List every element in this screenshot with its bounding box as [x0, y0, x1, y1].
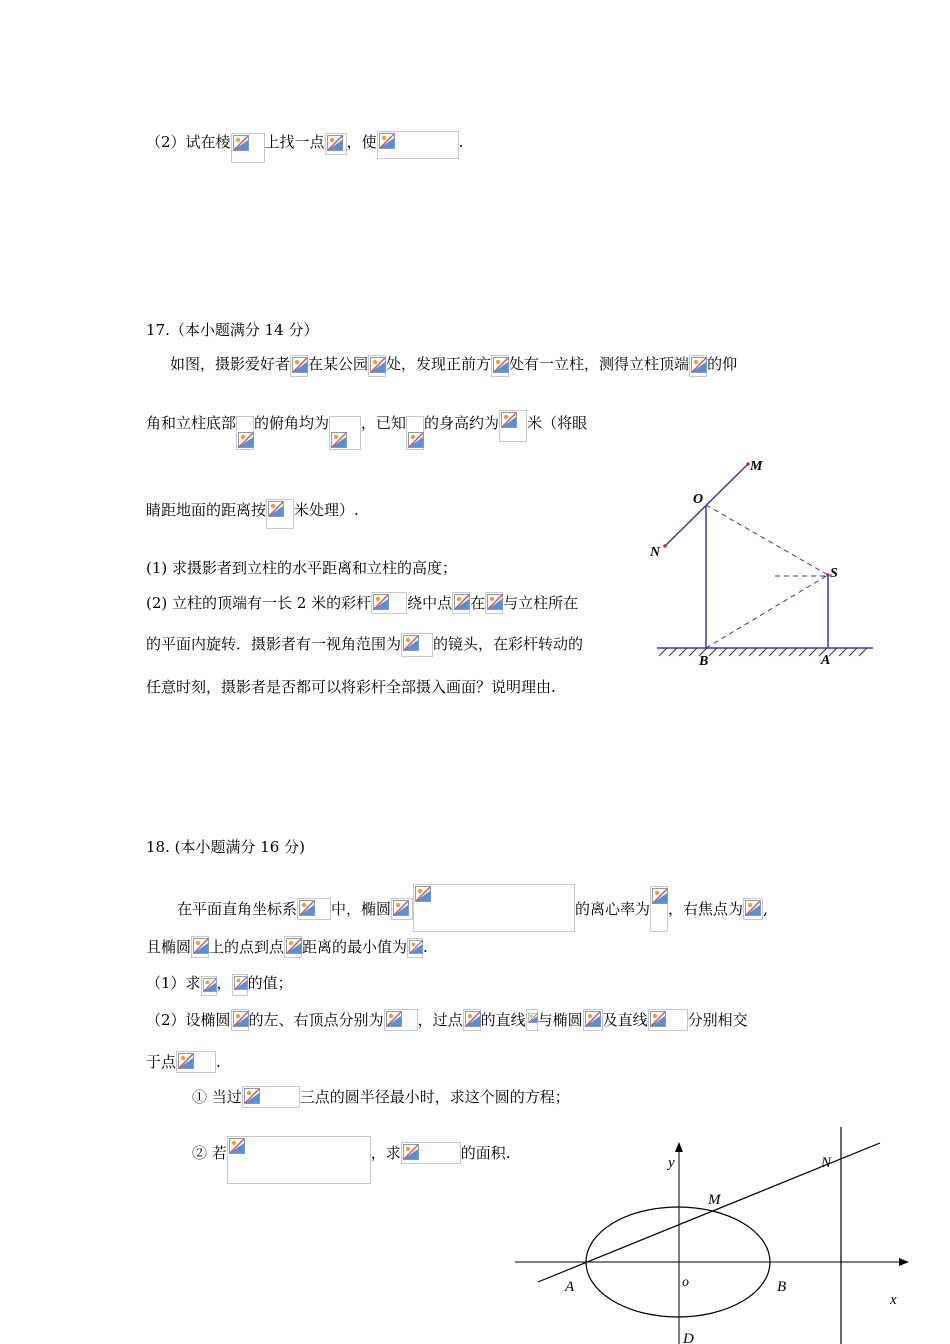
text: ，使 — [346, 133, 377, 151]
text: . — [423, 938, 428, 956]
formula-image-icon — [297, 898, 331, 920]
q18-para2 — [146, 936, 428, 958]
text: ，右焦点为 — [668, 900, 744, 918]
sight-line-bottom — [706, 575, 828, 648]
q17-question2-line3: 任意时刻，摄影者是否都可以将彩杆全部摄入画面？说明理由. — [146, 678, 556, 696]
text: 在某公园 — [308, 355, 369, 373]
formula-image-icon — [266, 499, 294, 529]
formula-image-icon — [413, 884, 575, 932]
label-a: A — [565, 1279, 575, 1295]
formula-image-icon — [401, 1142, 461, 1164]
formula-image-icon — [499, 410, 527, 442]
formula-image-icon — [329, 416, 361, 450]
text: 角和立柱底部 — [146, 414, 237, 432]
text: 距离的最小值为 — [302, 938, 408, 956]
q17-question2-line2 — [146, 633, 583, 657]
point-n — [663, 544, 667, 548]
text: , — [763, 900, 768, 918]
text: 的面积. — [460, 1144, 511, 1162]
formula-image-icon — [485, 592, 503, 614]
q18-header: 18. (本小题满分 16 分) — [146, 838, 305, 856]
q17-header: 17.（本小题满分 14 分） — [146, 321, 319, 339]
formula-image-icon — [743, 898, 763, 920]
formula-image-icon — [406, 416, 424, 450]
text: ② 若 — [192, 1144, 227, 1162]
text: 的平面内旋转．摄影者有一视角范围为 — [146, 635, 402, 653]
text: 与立柱所在 — [503, 594, 579, 612]
text: （2）设椭圆 — [146, 1011, 231, 1029]
q18-sub1 — [146, 973, 293, 996]
label-n: N — [650, 545, 661, 560]
formula-image-icon — [583, 1009, 603, 1031]
text: . — [216, 1053, 221, 1071]
q17-para3 — [146, 499, 359, 529]
text: 的值； — [247, 974, 293, 992]
text: 的左、右顶点分别为 — [248, 1011, 384, 1029]
text: 且椭圆 — [146, 938, 192, 956]
q17-para2 — [146, 410, 587, 450]
q18-sub2-item1 — [192, 1086, 570, 1108]
formula-image-icon — [650, 886, 668, 932]
text: 处，发现正前方 — [386, 355, 492, 373]
label-m: M — [750, 459, 763, 474]
formula-image-icon — [368, 355, 386, 377]
text: ，已知 — [361, 414, 407, 432]
formula-image-icon — [391, 898, 413, 920]
q18-sub2-item2 — [192, 1136, 511, 1184]
formula-image-icon — [526, 1009, 538, 1031]
text: 上找一点 — [264, 133, 325, 151]
text: (2) 立柱的顶端有一长 2 米的彩杆 — [146, 594, 372, 612]
ground-hatching — [657, 648, 873, 656]
label-o: o — [682, 1275, 689, 1290]
formula-image-icon — [232, 974, 248, 996]
text: ， — [216, 974, 232, 992]
text: 米（将眼 — [527, 414, 588, 432]
text: 在平面直角坐标系 — [177, 900, 298, 918]
text: 米处理）. — [294, 501, 359, 519]
text: 的直线 — [480, 1011, 526, 1029]
label-a: A — [821, 653, 831, 668]
label-y: y — [668, 1155, 675, 1171]
text: 与椭圆 — [537, 1011, 583, 1029]
q18-para1 — [177, 884, 768, 932]
label-s: S — [830, 566, 838, 581]
q18-figure — [510, 1125, 920, 1344]
formula-image-icon — [201, 976, 217, 996]
text: 的俯角均为 — [254, 414, 330, 432]
formula-image-icon — [491, 355, 509, 377]
text: 于点 — [146, 1053, 177, 1071]
text: 的离心率为 — [575, 900, 651, 918]
text: 绕中点 — [407, 594, 453, 612]
text: 中，椭圆 — [331, 900, 392, 918]
formula-image-icon — [689, 355, 707, 377]
q18-sub2-cont — [146, 1051, 221, 1073]
text: 的镜头，在彩杆转动的 — [433, 635, 584, 653]
formula-image-icon — [452, 592, 470, 614]
q16-part2-line — [146, 131, 463, 163]
label-d: D — [683, 1331, 694, 1344]
text: 睛距地面的距离按 — [146, 501, 267, 519]
formula-image-icon — [371, 592, 407, 614]
formula-image-icon — [242, 1086, 300, 1108]
formula-image-icon — [463, 1009, 481, 1031]
label-b: B — [777, 1279, 787, 1295]
text: （1）求 — [146, 974, 201, 992]
formula-image-icon — [236, 416, 254, 450]
label-n: N — [821, 1155, 832, 1171]
label-x: x — [890, 1292, 897, 1308]
formula-image-icon — [377, 131, 459, 159]
text: （2）试在棱 — [146, 133, 231, 151]
text: 及直线 — [602, 1011, 648, 1029]
text: 分别相交 — [687, 1011, 748, 1029]
formula-image-icon — [176, 1051, 216, 1073]
q17-question1: (1) 求摄影者到立柱的水平距离和立柱的高度； — [146, 559, 458, 577]
text: ，过点 — [417, 1011, 463, 1029]
formula-image-icon — [231, 133, 265, 163]
label-b: B — [699, 654, 709, 669]
text: 处有一立柱，测得立柱顶端 — [509, 355, 690, 373]
formula-image-icon — [407, 938, 423, 958]
label-m: M — [708, 1192, 721, 1208]
q17-para1 — [170, 354, 737, 377]
text: 在 — [470, 594, 486, 612]
formula-image-icon — [325, 133, 347, 155]
formula-image-icon — [648, 1009, 688, 1031]
q18-sub2 — [146, 1009, 748, 1031]
sight-line-top — [706, 505, 828, 575]
label-o: O — [693, 492, 704, 507]
text: 的身高约为 — [424, 414, 500, 432]
formula-image-icon — [290, 355, 308, 377]
formula-image-icon — [284, 936, 302, 958]
formula-image-icon — [384, 1009, 418, 1031]
text: 三点的圆半径最小时，求这个圆的方程； — [299, 1088, 570, 1106]
q17-figure — [645, 455, 880, 670]
text: 如图，摄影爱好者 — [170, 355, 291, 373]
text: ① 当过 — [192, 1088, 242, 1106]
formula-image-icon — [227, 1136, 371, 1184]
q17-question2-line1 — [146, 592, 578, 614]
formula-image-icon — [231, 1009, 249, 1031]
text: 上的点到点 — [209, 938, 285, 956]
formula-image-icon — [401, 633, 433, 657]
text: 的仰 — [707, 355, 738, 373]
text: . — [458, 133, 464, 151]
text: ，求 — [370, 1144, 401, 1162]
formula-image-icon — [191, 936, 209, 958]
